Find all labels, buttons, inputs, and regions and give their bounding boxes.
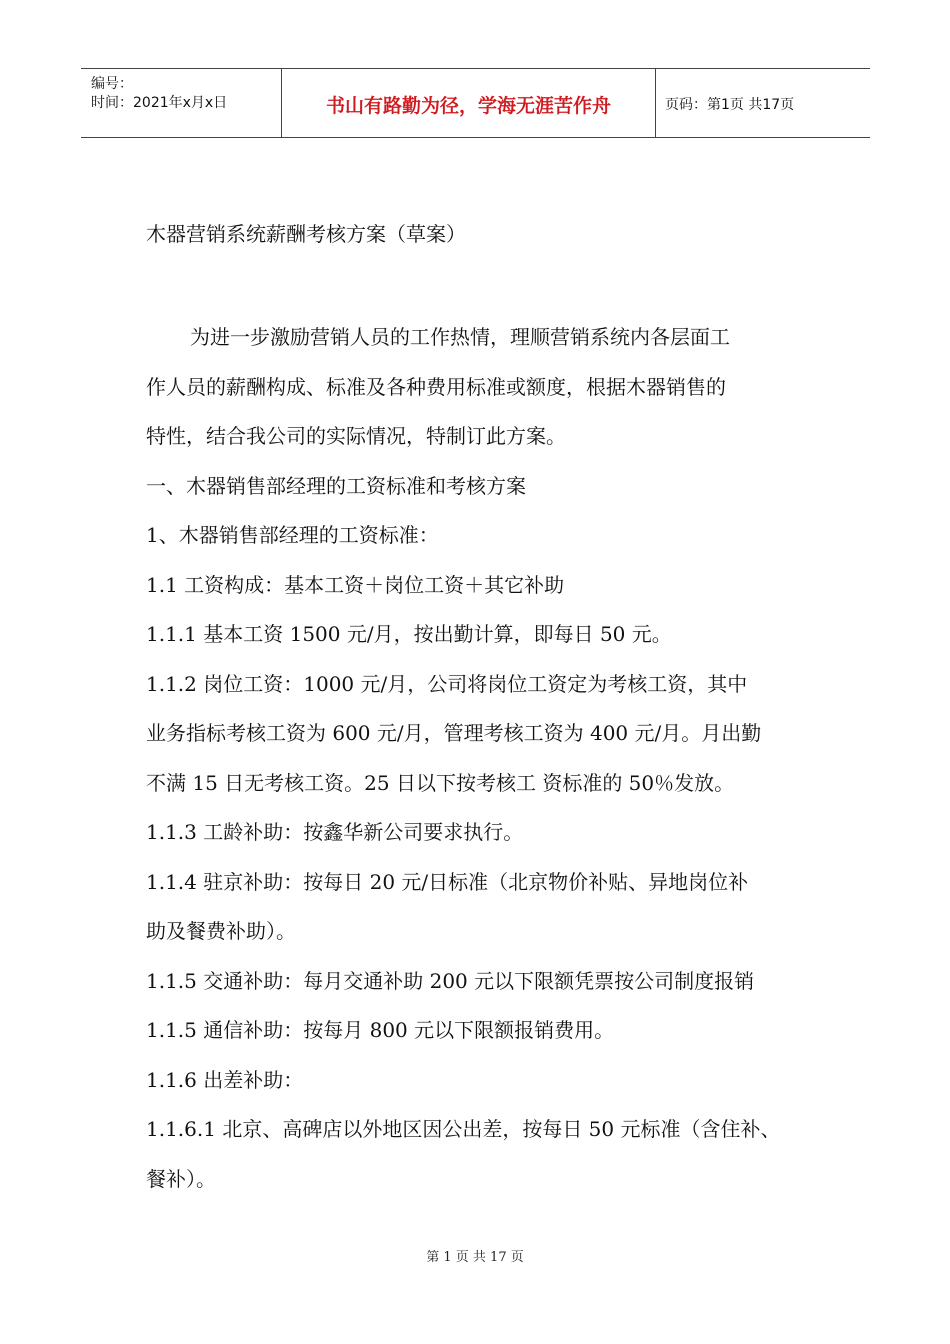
clause-line: 助及餐费补助）。: [146, 919, 296, 943]
page-footer: 第 1 页 共 17 页: [426, 1250, 524, 1265]
header-table: [81, 68, 870, 138]
section-heading: 一、木器销售部经理的工资标准和考核方案: [146, 473, 526, 498]
header-motto-cell: [281, 69, 656, 137]
document-title: 木器营销系统薪酬考核方案（草案）: [146, 222, 466, 246]
header-page-info: 页码：第1页 共17页: [665, 97, 795, 113]
header-page-cell: [655, 69, 870, 137]
clause-line: 1.1.4 驻京补助：按每日 20 元/日标准（北京物价补贴、异地岗位补: [146, 869, 749, 894]
subsection-heading: 1、木器销售部经理的工资标准：: [146, 523, 439, 547]
clause-line: 1.1 工资构成：基本工资＋岗位工资＋其它补助: [146, 572, 565, 597]
header-meta-cell: [81, 69, 281, 137]
clause-line: 不满 15 日无考核工资。25 日以下按考核工 资标准的 50％发放。: [146, 770, 735, 795]
clause-line: 业务指标考核工资为 600 元/月，管理考核工资为 400 元/月。月出勤: [146, 721, 762, 745]
clause-line: 1.1.5 通信补助：按每月 800 元以下限额报销费用。: [146, 1018, 615, 1042]
clause-line: 1.1.2 岗位工资：1000 元/月，公司将岗位工资定为考核工资，其中: [146, 671, 748, 696]
clause-line: 1.1.6.1 北京、高碑店以外地区因公出差，按每日 50 元标准（含住补、: [146, 1117, 781, 1141]
paragraph-line: 为进一步激励营销人员的工作热情，理顺营销系统内各层面工: [190, 325, 730, 349]
document-date-label: 时间：2021年x月x日: [91, 95, 228, 111]
document-body: [146, 313, 836, 1204]
motto-text: 书山有路勤为径，学海无涯苦作舟: [325, 95, 611, 117]
clause-line: 1.1.5 交通补助：每月交通补助 200 元以下限额凭票按公司制度报销: [146, 968, 755, 993]
paragraph-line: 特性，结合我公司的实际情况，特制订此方案。: [146, 424, 566, 448]
clause-line: 1.1.6 出差补助：: [146, 1067, 304, 1092]
paragraph-line: 作人员的薪酬构成、标准及各种费用标准或额度，根据木器销售的: [146, 374, 726, 399]
clause-line: 餐补）。: [146, 1166, 216, 1191]
clause-line: 1.1.3 工龄补助：按鑫华新公司要求执行。: [146, 820, 524, 844]
document-number-label: 编号：: [91, 76, 133, 92]
clause-line: 1.1.1 基本工资 1500 元/月，按出勤计算，即每日 50 元。: [146, 622, 672, 646]
